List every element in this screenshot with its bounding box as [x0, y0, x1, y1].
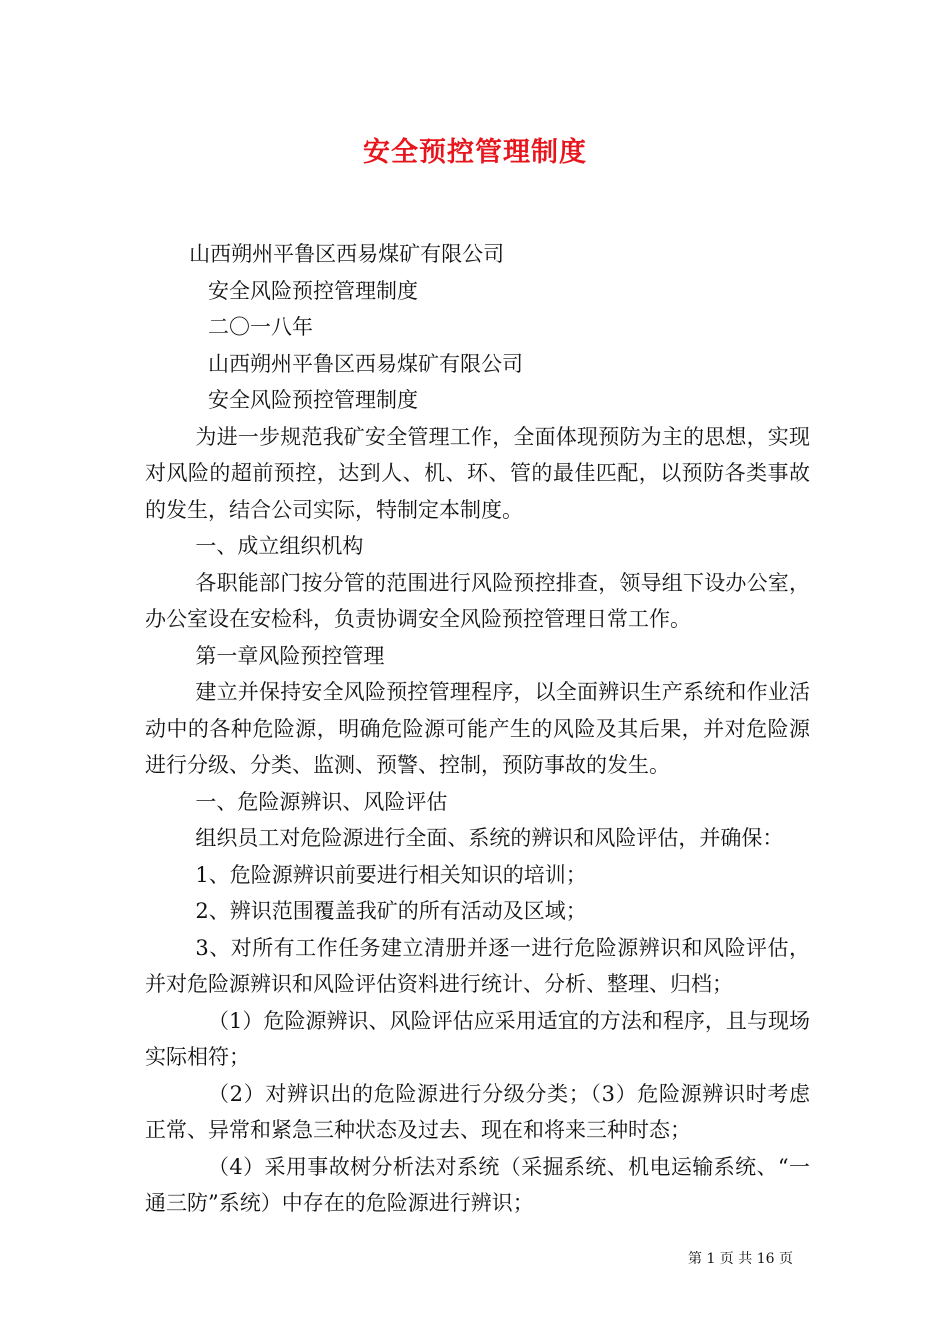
list-item-2: 2、辨识范围覆盖我矿的所有活动及区域；: [195, 899, 587, 923]
paragraph-hazard-identification: 组织员工对危险源进行全面、系统的辨识和风险评估，并确保：: [195, 826, 784, 850]
document-body: [145, 236, 810, 1222]
heading-organization: 一、成立组织机构: [195, 534, 364, 558]
paragraph-year: 二〇一八年: [208, 315, 313, 339]
paragraph-intro: 为进一步规范我矿安全管理工作，全面体现预防为主的思想，实现对风险的超前预控，达到人、机、环、管的最佳匹配，以预防各类事故的发生，结合公司实际，特制定本制度。: [145, 424, 810, 522]
paragraph-company-name-repeat: 山西朔州平鲁区西易煤矿有限公司: [208, 351, 523, 376]
paragraph-organization: 各职能部门按分管的范围进行风险预控排查，领导组下设办公室，办公室设在安检科，负责协调安全风险预控管理日常工作。: [145, 570, 810, 631]
list-item-1: 1、危险源辨识前要进行相关知识的培训；: [195, 862, 587, 887]
sub-item-4: （4）采用事故树分析法对系统（采掘系统、机电运输系统、“一通三防”系统）中存在的危险源进行辨识；: [145, 1154, 810, 1215]
paragraph-subtitle-repeat: 安全风险预控管理制度: [208, 388, 418, 412]
page-number-footer: 第 1 页 共 16 页: [688, 1251, 793, 1267]
list-item-3: 3、对所有工作任务建立清册并逐一进行危险源辨识和风险评估，并对危险源辨识和风险评估资料进行统计、分析、整理、归档；: [145, 935, 810, 996]
paragraph-company-name: 山西朔州平鲁区西易煤矿有限公司: [189, 242, 505, 266]
sub-item-2-3: （2）对辨识出的危险源进行分级分类；（3）危险源辨识时考虑正常、异常和紧急三种状态及过去、现在和将来三种时态；: [145, 1081, 810, 1142]
heading-hazard-identification: 一、危险源辨识、风险评估: [195, 789, 448, 814]
paragraph-chapter-one: 建立并保持安全风险预控管理程序，以全面辨识生产系统和作业活动中的各种危险源，明确危险源可能产生的风险及其后果，并对危险源进行分级、分类、监测、预警、控制，预防事故的发生。: [145, 680, 810, 777]
sub-item-1: （1）危险源辨识、风险评估应采用适宜的方法和程序，且与现场实际相符；: [145, 1008, 810, 1069]
paragraph-subtitle: 安全风险预控管理制度: [208, 278, 418, 303]
heading-chapter-one: 第一章风险预控管理: [195, 643, 385, 668]
document-title: 安全预控管理制度: [363, 137, 587, 168]
